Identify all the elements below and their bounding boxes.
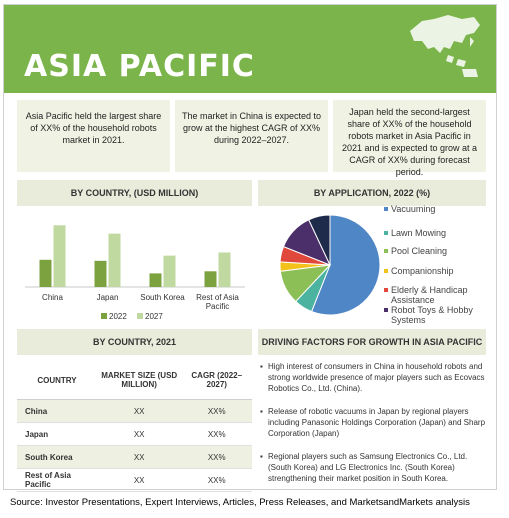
bar-2027 bbox=[164, 256, 176, 287]
country-cell: China bbox=[17, 400, 97, 423]
bar-2027 bbox=[109, 234, 121, 287]
country-cell: Rest of Asia Pacific bbox=[17, 469, 97, 492]
legend-label-vacuuming: Vacuuming bbox=[391, 204, 436, 214]
driver-item bbox=[258, 361, 486, 394]
section-title-by-application: BY APPLICATION, 2022 (%) bbox=[258, 180, 486, 206]
summary-box-japan: Japan held the second-largest share of XX% of the household robots market in Asia Pacific in 2021 and is expected to grow at a CAGR of XX% during forecast period. bbox=[333, 100, 486, 172]
source-note: Source: Investor Presentations, Expert Interviews, Articles, Press Releases, and MarketsandMarkets analysis bbox=[10, 497, 470, 508]
bar-2022 bbox=[205, 271, 217, 287]
pie-chart bbox=[278, 213, 382, 317]
legend-marker-vacuuming bbox=[384, 207, 388, 211]
header-banner bbox=[4, 5, 496, 93]
legend-marker-elderly-assistance bbox=[384, 288, 388, 292]
section-title-by-country-chart: BY COUNTRY, (USD MILLION) bbox=[17, 180, 252, 206]
legend-label-2027: 2027 bbox=[145, 312, 163, 321]
driver-text: High interest of consumers in China in household robots and strong worldwide presence of major players such as Ecovacs Robotics Co., Ltd. (China). bbox=[268, 362, 485, 393]
column-header-country: COUNTRY bbox=[17, 361, 97, 400]
country-cell: South Korea bbox=[17, 446, 97, 469]
driver-item bbox=[258, 406, 486, 439]
table-row bbox=[17, 423, 252, 446]
section-title-by-country-table: BY COUNTRY, 2021 bbox=[17, 329, 252, 355]
column-header-cagr: CAGR (2022–2027) bbox=[181, 361, 252, 400]
driver-text: Release of robotic vacuums in Japan by regional players including Panasonic Holdings Corporation (Japan) and Sharp Corporation (Japan) bbox=[268, 407, 486, 438]
legend-marker-robot-toys bbox=[384, 308, 388, 312]
country-cell: Japan bbox=[17, 423, 97, 446]
legend-label-robot-toys: Robot Toys & Hobby Systems bbox=[391, 305, 473, 325]
table-header-row bbox=[17, 361, 252, 400]
x-tick-label: Rest of Asia bbox=[196, 293, 239, 302]
bar-2022 bbox=[95, 261, 107, 287]
legend-marker-companionship bbox=[384, 269, 388, 273]
legend-marker-2027 bbox=[137, 313, 143, 319]
market-size-cell: XX bbox=[97, 400, 182, 423]
infographic-frame bbox=[3, 4, 497, 490]
market-size-cell: XX bbox=[97, 469, 182, 492]
table-row bbox=[17, 446, 252, 469]
legend-marker-2022 bbox=[101, 313, 107, 319]
legend-marker-lawn-mowing bbox=[384, 231, 388, 235]
legend-marker-pool-cleaning bbox=[384, 249, 388, 253]
legend-label-lawn-mowing: Lawn Mowing bbox=[391, 228, 447, 238]
summary-box-asia-pacific: Asia Pacific held the largest share of XX% of the household robots market in 2021. bbox=[17, 100, 170, 172]
table-row bbox=[17, 469, 252, 492]
cagr-cell: XX% bbox=[181, 400, 252, 423]
legend-label-elderly-assistance: Elderly & Handicap Assistance bbox=[391, 285, 468, 305]
country-table bbox=[17, 361, 252, 492]
market-size-cell: XX bbox=[97, 423, 182, 446]
legend-label-2022: 2022 bbox=[109, 312, 127, 321]
x-tick-label: South Korea bbox=[140, 293, 185, 302]
driver-item bbox=[258, 451, 486, 484]
drivers-list bbox=[258, 361, 486, 496]
bar-chart bbox=[17, 208, 252, 326]
cagr-cell: XX% bbox=[181, 423, 252, 446]
legend-label-pool-cleaning: Pool Cleaning bbox=[391, 246, 448, 256]
x-tick-label: Japan bbox=[96, 293, 119, 302]
x-tick-label: China bbox=[42, 293, 63, 302]
x-tick-label: Pacific bbox=[205, 302, 230, 311]
legend-label-companionship: Companionship bbox=[391, 266, 454, 276]
market-size-cell: XX bbox=[97, 446, 182, 469]
cagr-cell: XX% bbox=[181, 446, 252, 469]
page-title: ASIA PACIFIC bbox=[24, 49, 255, 84]
bar-2027 bbox=[219, 252, 231, 287]
bullet-icon: ▪ bbox=[260, 362, 263, 371]
table-row bbox=[17, 400, 252, 423]
bullet-icon: ▪ bbox=[260, 452, 263, 461]
bar-2022 bbox=[40, 260, 52, 287]
summary-box-china: The market in China is expected to grow at the highest CAGR of XX% during 2022–2027. bbox=[175, 100, 328, 172]
cagr-cell: XX% bbox=[181, 469, 252, 492]
driver-text: Regional players such as Samsung Electronics Co., Ltd. (South Korea) and LG Electronics Inc. (South Korea) strengthening their market position in South Korea. bbox=[268, 452, 468, 483]
bar-2022 bbox=[150, 273, 162, 287]
section-title-drivers: DRIVING FACTORS FOR GROWTH IN ASIA PACIFIC bbox=[258, 329, 486, 355]
asia-map-icon bbox=[404, 11, 484, 81]
bullet-icon: ▪ bbox=[260, 407, 263, 416]
bar-2027 bbox=[54, 225, 66, 287]
column-header-market-size: MARKET SIZE (USD MILLION) bbox=[97, 361, 182, 400]
